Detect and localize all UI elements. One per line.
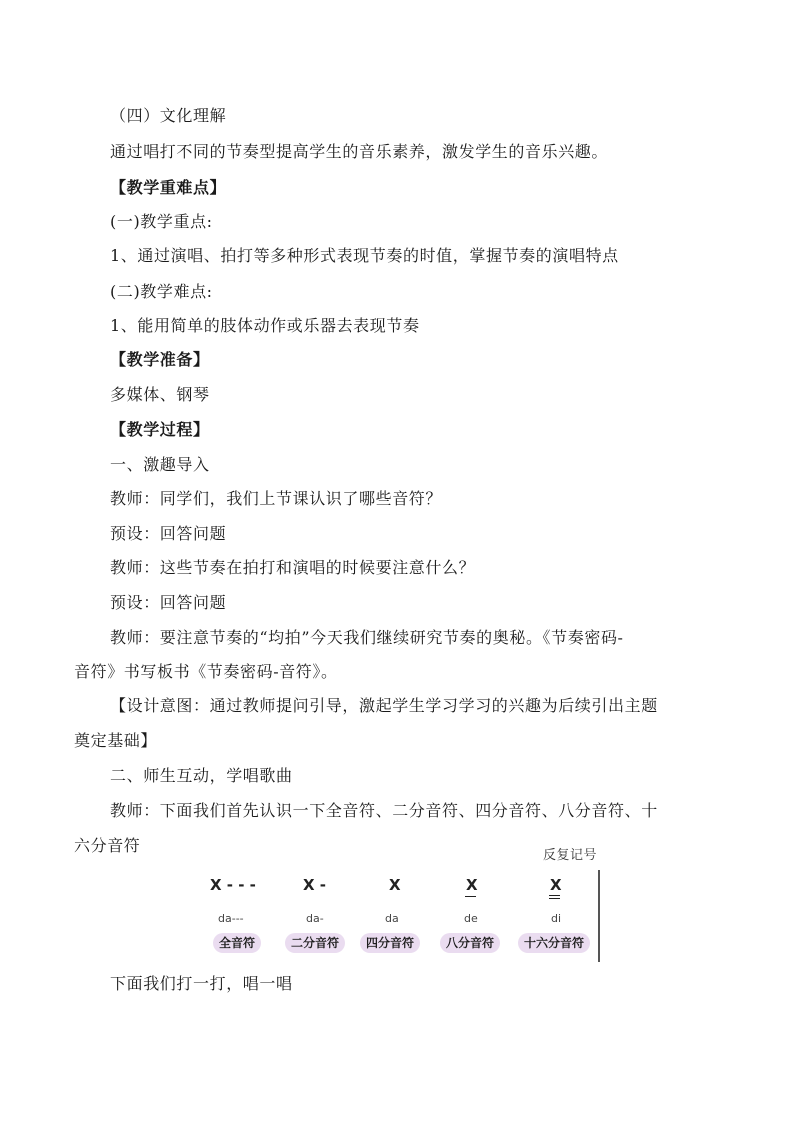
section-heading-culture: （四）文化理解 [110, 106, 227, 125]
eighth-note-underline [465, 896, 476, 897]
repeat-sign-title: 反复记号 [542, 848, 597, 863]
half-note-syllable: da- [306, 912, 324, 925]
half-note-label: 二分音符 [285, 933, 345, 953]
half-note-notation: X - [303, 876, 327, 894]
whole-note-notation: X - - - [210, 876, 256, 894]
sixteenth-note-underline-1 [549, 895, 560, 896]
paragraph-teacher-statement-line2: 音符》书写板书《节奏密码-音符》。 [74, 662, 338, 681]
quarter-note-notation: X [389, 876, 401, 894]
sixteenth-note-notation: X [550, 876, 562, 894]
heading-key-difficult-points: 【教学重难点】 [110, 178, 227, 197]
quarter-note-syllable: da [385, 912, 399, 925]
heading-process: 【教学过程】 [110, 420, 210, 439]
eighth-note-label: 八分音符 [440, 933, 500, 953]
paragraph-culture: 通过唱打不同的节奏型提高学生的音乐素养，激发学生的音乐兴趣。 [110, 142, 609, 161]
subheading-difficult-points: (二)教学难点: [110, 282, 213, 301]
paragraph-key-point-1: 1、通过演唱、拍打等多种形式表现节奏的时值，掌握节奏的演唱特点 [110, 246, 619, 265]
bar-line [598, 870, 600, 962]
whole-note-label: 全音符 [213, 933, 261, 953]
paragraph-teacher-notes-line1: 教师：下面我们首先认识一下全音符、二分音符、四分音符、八分音符、十 [110, 801, 658, 820]
sixteenth-note-syllable: di [551, 912, 562, 925]
subheading-key-points: (一)教学重点: [110, 212, 213, 231]
eighth-note-notation: X [466, 876, 478, 894]
eighth-note-syllable: de [464, 912, 478, 925]
heading-preparation: 【教学准备】 [110, 350, 210, 369]
quarter-note-label: 四分音符 [360, 933, 420, 953]
sixteenth-note-label: 十六分音符 [518, 933, 590, 953]
paragraph-difficult-point-1: 1、能用简单的肢体动作或乐器去表现节奏 [110, 316, 420, 335]
sixteenth-note-underline-2 [549, 898, 560, 899]
paragraph-closing: 下面我们打一打，唱一唱 [110, 974, 293, 993]
paragraph-preset-answer-2: 预设：回答问题 [110, 593, 227, 612]
paragraph-design-intent-line2: 奠定基础】 [74, 731, 158, 750]
paragraph-teacher-statement-line1: 教师：要注意节奏的“均拍”今天我们继续研究节奏的奥秘。《节奏密码- [110, 628, 624, 647]
paragraph-preparation: 多媒体、钢琴 [110, 385, 210, 404]
paragraph-teacher-notes-line2: 六分音符 [74, 836, 141, 855]
subheading-introduction: 一、激趣导入 [110, 455, 210, 474]
note-values-figure [200, 840, 605, 965]
paragraph-preset-answer-1: 预设：回答问题 [110, 524, 227, 543]
whole-note-syllable: da--- [218, 912, 244, 925]
paragraph-teacher-question-2: 教师：这些节奏在拍打和演唱的时候要注意什么？ [110, 558, 476, 577]
paragraph-design-intent-line1: 【设计意图：通过教师提问引导，激起学生学习学习的兴趣为后续引出主题 [110, 696, 658, 715]
paragraph-teacher-question-1: 教师：同学们，我们上节课认识了哪些音符？ [110, 489, 443, 508]
subheading-interaction: 二、师生互动，学唱歌曲 [110, 766, 293, 785]
